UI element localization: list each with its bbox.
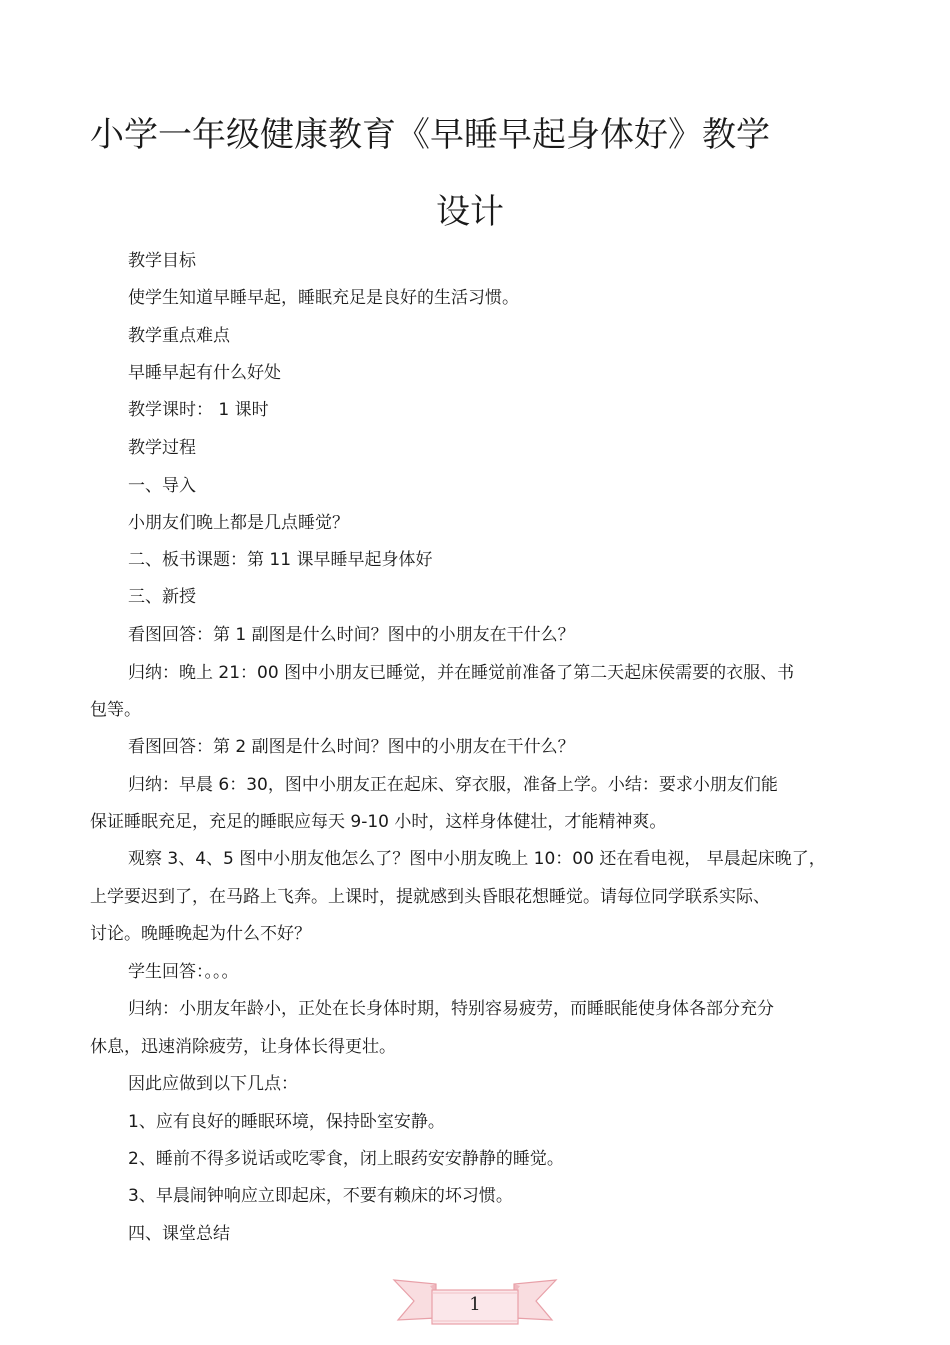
page-number: 1	[469, 1294, 481, 1315]
document-title-line-2: 设计	[436, 192, 504, 232]
list-item: 1、应有良好的睡眠环境，保持卧室安静。	[128, 1112, 445, 1132]
document-title-line-1: 小学一年级健康教育《早睡早起身体好》教学	[90, 115, 770, 155]
paragraph-line: 讨论。晚睡晚起为什么不好？	[90, 924, 311, 944]
paragraph-line: 休息，迅速消除疲劳，让身体长得更壮。	[90, 1037, 396, 1057]
paragraph-line: 早睡早起有什么好处	[128, 363, 281, 383]
list-item: 3、早晨闹钟响应立即起床，不要有赖床的坏习惯。	[128, 1186, 513, 1206]
paragraph-line: 归纳：小朋友年龄小，正处在长身体时期，特别容易疲劳，而睡眠能使身体各部分充分	[128, 999, 774, 1019]
paragraph-line: 观察 3、4、5 图中小朋友他怎么了？图中小朋友晚上 10：00 还在看电视， 早晨起床晚了，	[128, 849, 826, 869]
paragraph-line: 上学要迟到了，在马路上飞奔。上课时，提就感到头昏眼花想睡觉。请每位同学联系实际、	[90, 887, 770, 907]
section-heading-summary: 四、课堂总结	[128, 1224, 230, 1244]
paragraph-line: 看图回答：第 2 副图是什么时间？图中的小朋友在干什么？	[128, 737, 575, 757]
paragraph-line: 看图回答：第 1 副图是什么时间？图中的小朋友在干什么？	[128, 625, 575, 645]
paragraph-line: 包等。	[90, 700, 141, 720]
section-heading-objectives: 教学目标	[128, 251, 196, 271]
paragraph-line: 教学课时： 1 课时	[128, 400, 269, 420]
paragraph-line: 使学生知道早睡早起，睡眠充足是良好的生活习惯。	[128, 288, 519, 308]
paragraph-line: 学生回答：。。。	[128, 962, 239, 982]
section-heading-new-lesson: 三、新授	[128, 587, 196, 607]
paragraph-line: 归纳：晚上 21：00 图中小朋友已睡觉，并在睡觉前准备了第二天起床侯需要的衣服、书	[128, 663, 795, 683]
section-heading-key-points: 教学重点难点	[128, 326, 230, 346]
paragraph-line: 小朋友们晚上都是几点睡觉？	[128, 513, 349, 533]
paragraph-line: 归纳：早晨 6：30，图中小朋友正在起床、穿衣服，准备上学。小结：要求小朋友们能	[128, 775, 778, 795]
section-heading-process: 教学过程	[128, 438, 196, 458]
section-heading-intro: 一、导入	[128, 476, 196, 496]
page-number-ribbon	[392, 1274, 558, 1334]
section-heading-board: 二、板书课题：第 11 课早睡早起身体好	[128, 550, 433, 570]
paragraph-line: 保证睡眠充足，充足的睡眠应每天 9-10 小时，这样身体健壮，才能精神爽。	[90, 812, 667, 832]
list-item: 2、睡前不得多说话或吃零食，闭上眼药安安静静的睡觉。	[128, 1149, 564, 1169]
paragraph-line: 因此应做到以下几点：	[128, 1074, 298, 1094]
